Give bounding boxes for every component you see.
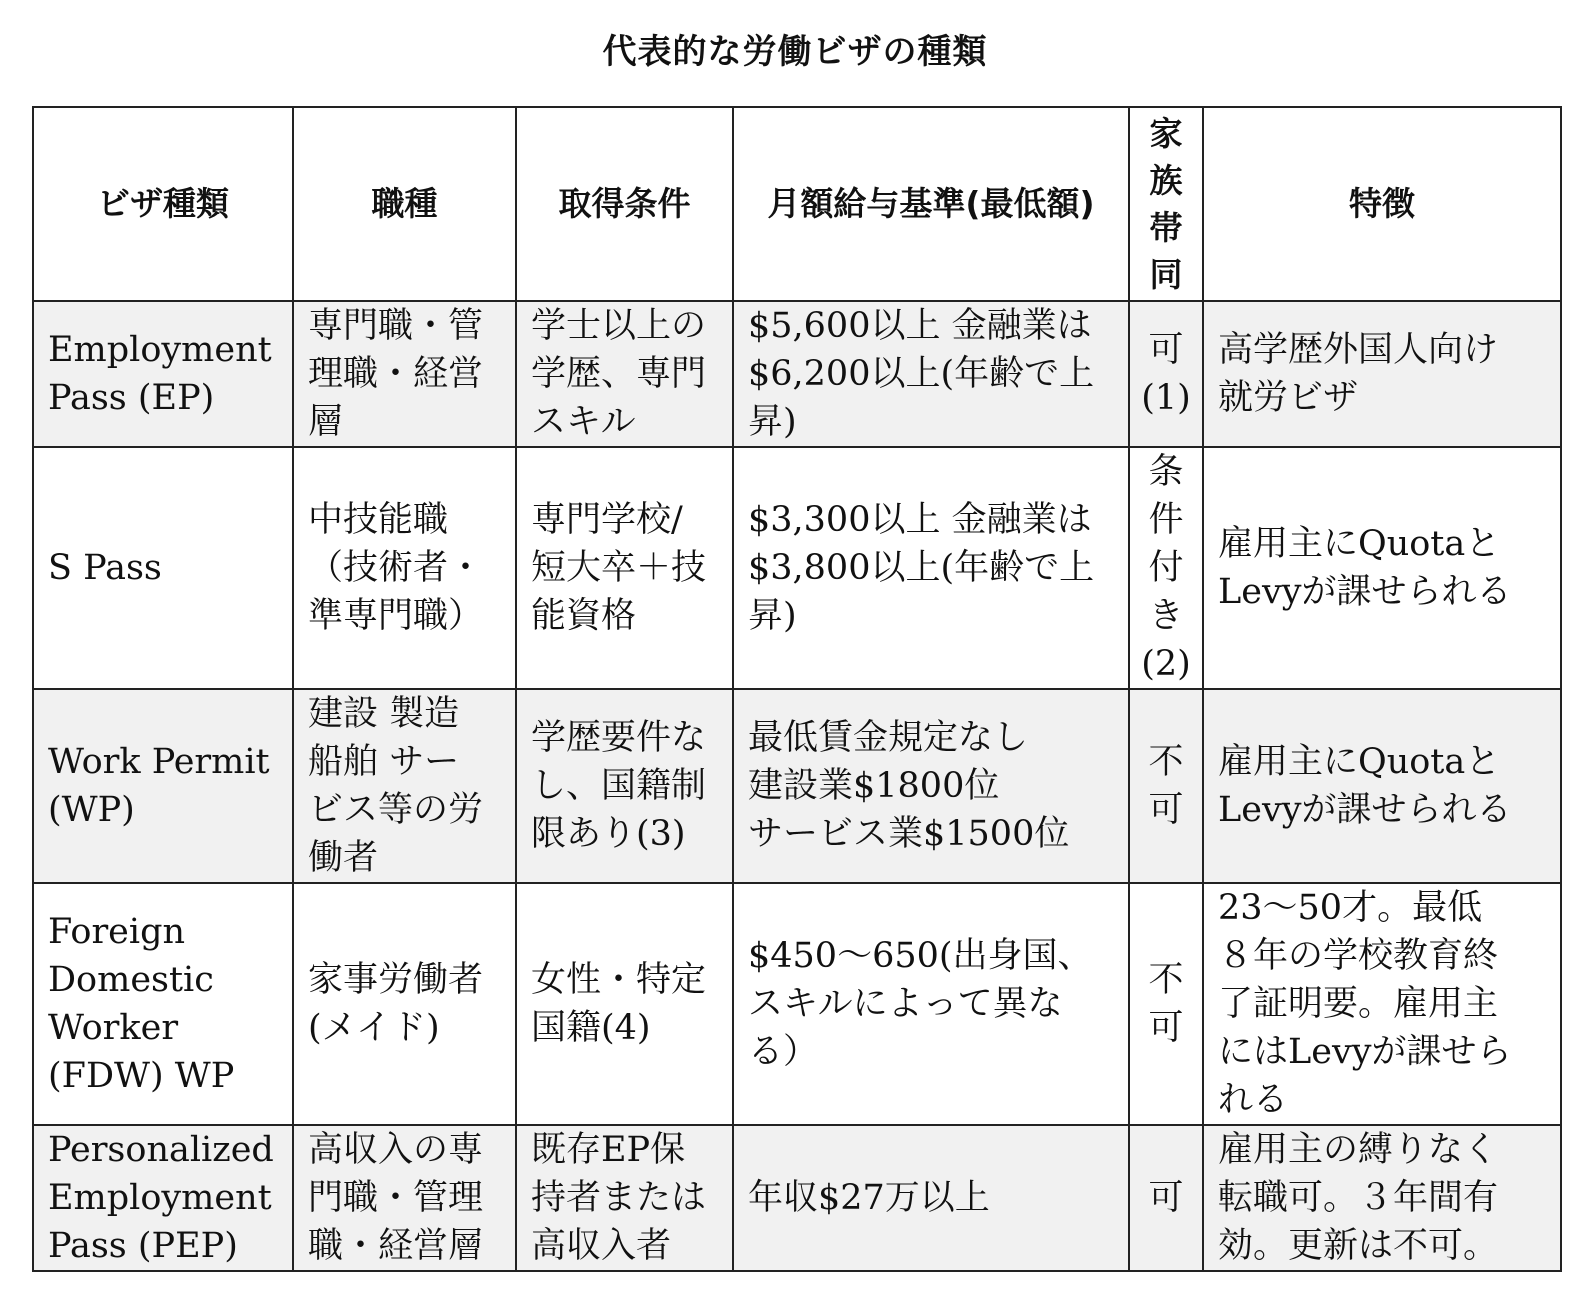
header-requirements: 取得条件 [516, 107, 733, 301]
cell-occupation: 中技能職 （技術者・ 準専門職） [293, 447, 516, 689]
cell-visa-type: Employment Pass (EP) [33, 301, 293, 447]
cell-visa-type: Work Permit (WP) [33, 689, 293, 883]
cell-requirements: 専門学校/ 短大卒＋技 能資格 [516, 447, 733, 689]
cell-visa-type: Foreign Domestic Worker (FDW) WP [33, 883, 293, 1125]
cell-family: 不 可 [1129, 689, 1203, 883]
cell-features: 高学歴外国人向け 就労ビザ [1203, 301, 1561, 447]
cell-occupation: 家事労働者 (メイド) [293, 883, 516, 1125]
table-row-s-pass [33, 447, 1561, 689]
cell-features: 雇用主の縛りなく 転職可。３年間有 効。更新は不可。 [1203, 1125, 1561, 1271]
cell-salary: 年収$27万以上 [733, 1125, 1129, 1271]
cell-features: 23〜50才。最低 ８年の学校教育終 了証明要。雇用主 にはLevyが課せら れる [1203, 883, 1561, 1125]
table-row-ep [33, 301, 1561, 447]
header-features: 特徴 [1203, 107, 1561, 301]
table-row-pep [33, 1125, 1561, 1271]
cell-occupation: 専門職・管 理職・経営 層 [293, 301, 516, 447]
cell-salary: $3,300以上 金融業は $3,800以上(年齢で上 昇) [733, 447, 1129, 689]
cell-salary: 最低賃金規定なし 建設業$1800位 サービス業$1500位 [733, 689, 1129, 883]
cell-features: 雇用主にQuotaと Levyが課せられる [1203, 447, 1561, 689]
table-header-row [33, 107, 1561, 301]
cell-features: 雇用主にQuotaと Levyが課せられる [1203, 689, 1561, 883]
header-salary: 月額給与基準(最低額) [733, 107, 1129, 301]
table-row-wp [33, 689, 1561, 883]
visa-types-table [32, 106, 1562, 1272]
cell-salary: $5,600以上 金融業は $6,200以上(年齢で上 昇) [733, 301, 1129, 447]
header-family-label: 家族帯同 [1149, 114, 1183, 294]
table-row-fdw [33, 883, 1561, 1125]
header-occupation: 職種 [293, 107, 516, 301]
cell-family: 可 (1) [1129, 301, 1203, 447]
table-title: 代表的な労働ビザの種類 [602, 32, 988, 72]
cell-requirements: 女性・特定 国籍(4) [516, 883, 733, 1125]
cell-occupation: 建設 製造 船舶 サー ビス等の労 働者 [293, 689, 516, 883]
cell-salary: $450〜650(出身国、 スキルによって異な る） [733, 883, 1129, 1125]
header-visa-type: ビザ種類 [33, 107, 293, 301]
cell-visa-type: S Pass [33, 447, 293, 689]
cell-requirements: 学歴要件な し、国籍制 限あり(3) [516, 689, 733, 883]
cell-requirements: 学士以上の 学歴、専門 スキル [516, 301, 733, 447]
cell-occupation: 高収入の専 門職・管理 職・経営層 [293, 1125, 516, 1271]
cell-family: 条 件 付 き (2) [1129, 447, 1203, 689]
cell-requirements: 既存EP保 持者または 高収入者 [516, 1125, 733, 1271]
header-family [1129, 107, 1203, 301]
cell-visa-type: Personalized Employment Pass (PEP) [33, 1125, 293, 1271]
cell-family: 可 [1129, 1125, 1203, 1271]
cell-family: 不 可 [1129, 883, 1203, 1125]
